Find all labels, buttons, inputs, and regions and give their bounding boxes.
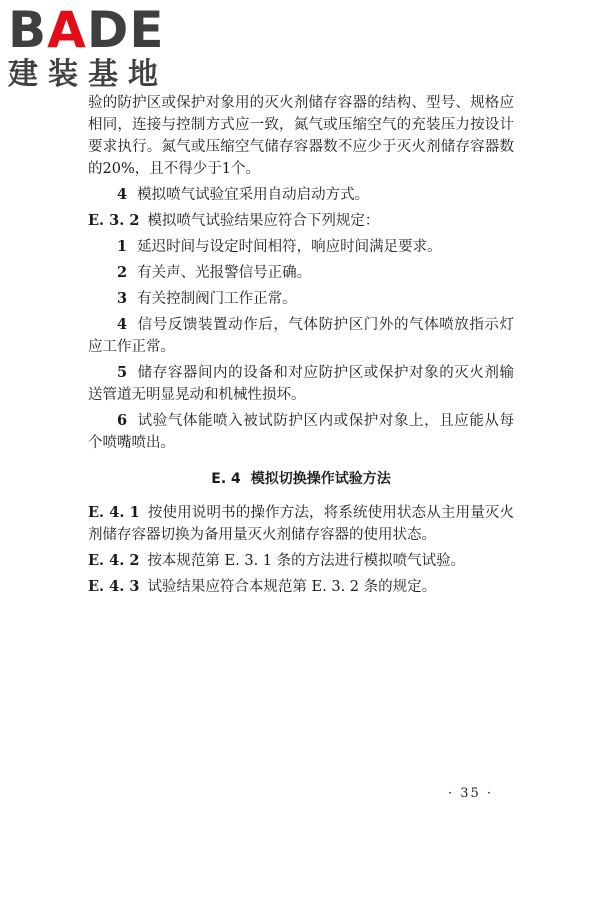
item-number: 1 <box>117 238 128 255</box>
item-number: 4 <box>117 186 128 203</box>
document-page <box>88 92 514 602</box>
item-number: 4 <box>117 316 128 333</box>
item-text: 延迟时间与设定时间相符，响应时间满足要求。 <box>137 239 442 255</box>
logo-wordmark <box>8 1 183 59</box>
list-item <box>88 410 514 454</box>
clause-text: 试验结果应符合本规范第 E. 3. 2 条的规定。 <box>147 579 437 595</box>
item-text: 有关声、光报警信号正确。 <box>137 265 312 281</box>
item-number: 3 <box>117 290 128 307</box>
clause-number: E. 4. 2 <box>88 552 140 569</box>
bade-logo <box>8 1 183 92</box>
clause-number: E. 4. 1 <box>88 504 140 521</box>
item-text: 储存容器间内的设备和对应防护区或保护对象的灭火剂输送管道无明显晃动和机械性损坏。 <box>88 365 514 403</box>
clause-text: 模拟喷气试验结果应符合下列规定： <box>147 213 380 229</box>
clause-text: 按使用说明书的操作方法，将系统使用状态从主用量灭火剂储存容器切换为备用量灭火剂储存容器的使用状态。 <box>88 505 514 543</box>
clause-number: E. 4. 3 <box>88 578 140 595</box>
item-number: 6 <box>117 412 128 429</box>
section-title: 模拟切换操作试验方法 <box>250 471 391 487</box>
list-item <box>88 362 514 406</box>
clause-number: E. 3. 2 <box>88 212 140 229</box>
list-item <box>88 314 514 358</box>
item-number: 2 <box>117 264 128 281</box>
logo-letter-b: B <box>8 1 48 59</box>
item-4-paragraph <box>88 184 514 206</box>
clause-e42 <box>88 550 514 572</box>
page-number: · 35 · <box>448 786 494 801</box>
logo-chinese-name: 建装基地 <box>8 57 168 92</box>
clause-text: 按本规范第 E. 3. 1 条的方法进行模拟喷气试验。 <box>147 553 466 569</box>
item-text: 模拟喷气试验宜采用自动启动方式。 <box>137 187 370 203</box>
list-item <box>88 288 514 310</box>
section-heading <box>88 468 514 490</box>
item-text: 试验气体能喷入被试防护区内或保护对象上，且应能从每个喷嘴喷出。 <box>88 413 514 451</box>
logo-letters-de: DE <box>86 1 165 59</box>
list-item <box>88 236 514 258</box>
item-text: 信号反馈装置动作后，气体防护区门外的气体喷放指示灯应工作正常。 <box>88 317 514 355</box>
logo-letter-a: A <box>47 1 87 59</box>
clause-e41 <box>88 502 514 546</box>
section-number: E. 4 <box>211 471 241 487</box>
item-text: 有关控制阀门工作正常。 <box>137 291 297 307</box>
clause-e43 <box>88 576 514 598</box>
continued-paragraph: 验的防护区或保护对象用的灭火剂储存容器的结构、型号、规格应相同，连接与控制方式应一致，氮气或压缩空气的充装压力按设计要求执行。氮气或压缩空气储存容器数不应少于灭火剂储存容器数的20%，且不得少于1个。 <box>88 95 514 177</box>
list-item <box>88 262 514 284</box>
item-number: 5 <box>117 364 128 381</box>
clause-e32 <box>88 210 514 232</box>
